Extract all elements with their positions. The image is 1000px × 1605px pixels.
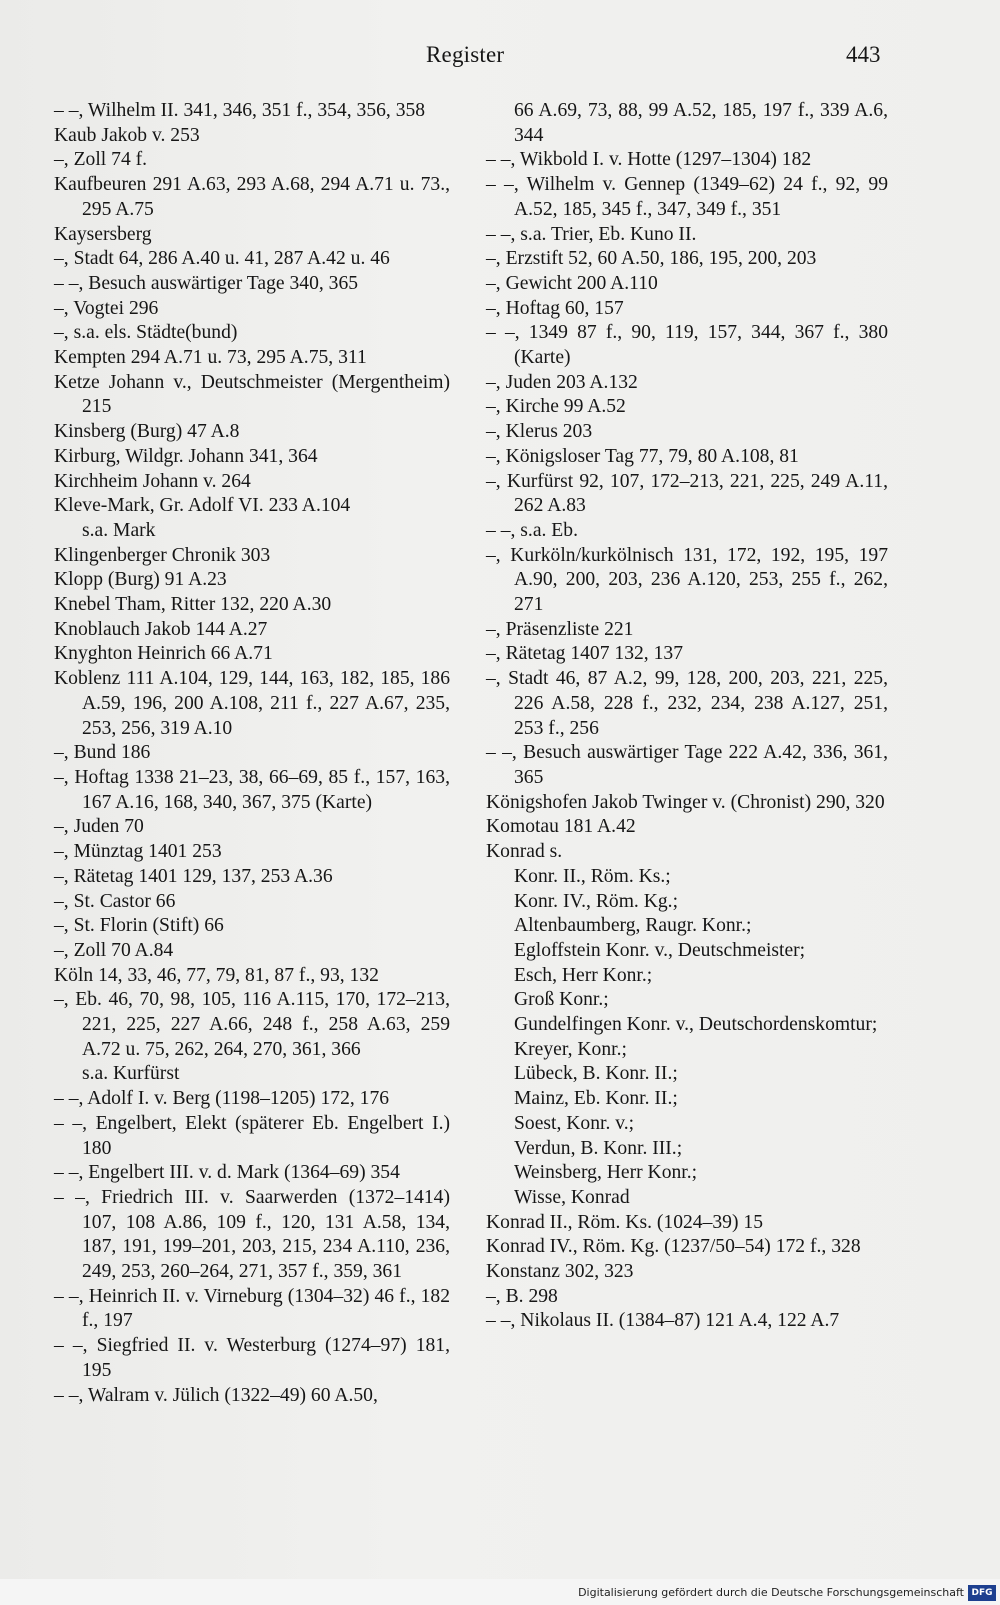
- index-entry: Knoblauch Jakob 144 A.27: [54, 618, 268, 640]
- index-entry: – –, Siegfried II. v. Westerburg (1274–97) 181, 195: [54, 1335, 450, 1381]
- index-entry: Koblenz 111 A.104, 129, 144, 163, 182, 185, 186 A.59, 196, 200 A.108, 211 f., 227 A.67, 235, 253, 256, 319 A.10: [54, 668, 450, 739]
- index-entry: – –, Friedrich III. v. Saarwerden (1372–1414) 107, 108 A.86, 109 f., 120, 131 A.58, 134, 187, 191, 199–201, 203, 215, 234 A.110, 236, 249, 253, 260–264, 271, 357 f., 359, 361: [54, 1186, 450, 1283]
- index-entry: –, Kurfürst 92, 107, 172–213, 221, 225, 249 A.11, 262 A.83: [486, 470, 888, 517]
- index-entry: Gundelfingen Konr. v., Deutschordenskomtur;: [514, 1014, 878, 1036]
- index-entry: Kirchheim Johann v. 264: [54, 470, 251, 492]
- index-entry: Groß Konr.;: [514, 989, 609, 1011]
- index-entry: Knebel Tham, Ritter 132, 220 A.30: [54, 594, 332, 616]
- index-entry: Kaysersberg: [54, 223, 152, 245]
- index-entry: – –, s.a. Eb.: [486, 519, 578, 541]
- index-entry: –, Königsloser Tag 77, 79, 80 A.108, 81: [486, 445, 799, 467]
- index-entry: –, St. Castor 66: [54, 890, 176, 912]
- index-entry: – –, s.a. Trier, Eb. Kuno II.: [486, 223, 697, 245]
- index-entry: –, Erzstift 52, 60 A.50, 186, 195, 200, 203: [486, 248, 817, 270]
- index-entry: Kreyer, Konr.;: [514, 1038, 627, 1060]
- index-entry: Kleve-Mark, Gr. Adolf VI. 233 A.104: [54, 495, 351, 517]
- index-column-left: [54, 99, 450, 1408]
- index-entry: –, Zoll 74 f.: [54, 149, 148, 171]
- index-entry: –, s.a. els. Städte(bund): [54, 322, 238, 344]
- index-entry: –, Hoftag 60, 157: [486, 297, 624, 319]
- index-entry: – –, Adolf I. v. Berg (1198–1205) 172, 176: [54, 1088, 390, 1110]
- index-entry: Altenbaumberg, Raugr. Konr.;: [514, 915, 752, 937]
- index-entry: Konrad IV., Röm. Kg. (1237/50–54) 172 f., 328: [486, 1236, 861, 1258]
- footer-bar: [0, 1579, 1000, 1605]
- index-entry: – –, Heinrich II. v. Virneburg (1304–32) 46 f., 182 f., 197: [54, 1285, 450, 1332]
- index-entry: Kempten 294 A.71 u. 73, 295 A.75, 311: [54, 347, 367, 369]
- index-entry: Konr. IV., Röm. Kg.;: [514, 890, 679, 912]
- index-entry: Egloffstein Konr. v., Deutschmeister;: [514, 939, 806, 961]
- index-entry: – –, Nikolaus II. (1384–87) 121 A.4, 122 A.7: [486, 1310, 840, 1332]
- index-entry: Weinsberg, Herr Konr.;: [514, 1162, 698, 1184]
- page-number: 443: [846, 42, 881, 67]
- index-entry: –, Eb. 46, 70, 98, 105, 116 A.115, 170, 172–213, 221, 225, 227 A.66, 248 f., 258 A.63, 259 A.72 u. 75, 262, 264, 270, 361, 366: [54, 989, 450, 1060]
- index-entry: –, St. Florin (Stift) 66: [54, 915, 224, 937]
- index-entry: –, Gewicht 200 A.110: [486, 272, 658, 294]
- index-entry: –, Vogtei 296: [54, 297, 159, 319]
- index-entry: – –, Besuch auswärtiger Tage 222 A.42, 336, 361, 365: [486, 742, 888, 788]
- index-entry: Esch, Herr Konr.;: [514, 964, 653, 986]
- index-entry: –, Kirche 99 A.52: [486, 396, 626, 418]
- index-entry: –, Juden 203 A.132: [486, 371, 638, 393]
- index-entry: –, Zoll 70 A.84: [54, 939, 174, 961]
- index-entry: 66 A.69, 73, 88, 99 A.52, 185, 197 f., 339 A.6, 344: [514, 100, 888, 146]
- index-entry: Soest, Konr. v.;: [514, 1112, 635, 1134]
- index-entry: Konrad s.: [486, 841, 563, 863]
- index-entry: Ketze Johann v., Deutschmeister (Mergentheim) 215: [54, 371, 450, 418]
- index-entry: Kinsberg (Burg) 47 A.8: [54, 421, 240, 443]
- index-entry: –, Stadt 64, 286 A.40 u. 41, 287 A.42 u. 46: [54, 248, 390, 270]
- index-entry: Klopp (Burg) 91 A.23: [54, 569, 227, 591]
- index-entry: – –, 1349 87 f., 90, 119, 157, 344, 367 f., 380 (Karte): [486, 322, 888, 369]
- index-entry: –, Bund 186: [54, 742, 151, 764]
- index-entry: Lübeck, B. Konr. II.;: [514, 1063, 678, 1085]
- index-entry: – –, Besuch auswärtiger Tage 340, 365: [54, 272, 359, 294]
- index-entry: –, Hoftag 1338 21–23, 38, 66–69, 85 f., 157, 163, 167 A.16, 168, 340, 367, 375 (Karte): [54, 766, 450, 813]
- index-column-right: [486, 99, 888, 1334]
- index-entry: –, Münztag 1401 253: [54, 841, 222, 863]
- index-entry: Kaufbeuren 291 A.63, 293 A.68, 294 A.71 u. 73., 295 A.75: [54, 174, 450, 220]
- index-entry: Komotau 181 A.42: [486, 816, 636, 838]
- index-entry: Konr. II., Röm. Ks.;: [514, 865, 671, 887]
- funding-notice: Digitalisierung gefördert durch die Deutsche Forschungsgemeinschaft: [578, 1586, 964, 1599]
- index-entry: –, Rätetag 1407 132, 137: [486, 643, 683, 665]
- index-entry: –, Klerus 203: [486, 421, 593, 443]
- index-entry: Konstanz 302, 323: [486, 1261, 634, 1283]
- index-entry: Mainz, Eb. Konr. II.;: [514, 1088, 678, 1110]
- index-entry: Königshofen Jakob Twinger v. (Chronist) 290, 320: [486, 791, 885, 813]
- index-entry: Knyghton Heinrich 66 A.71: [54, 643, 273, 665]
- index-entry: Wisse, Konrad: [514, 1186, 630, 1208]
- index-entry: – –, Wikbold I. v. Hotte (1297–1304) 182: [486, 149, 812, 171]
- index-entry: Kirburg, Wildgr. Johann 341, 364: [54, 445, 318, 467]
- index-entry: Kaub Jakob v. 253: [54, 124, 200, 146]
- index-entry: s.a. Kurfürst: [82, 1063, 180, 1085]
- index-entry: Verdun, B. Konr. III.;: [514, 1137, 683, 1159]
- index-entry: – –, Wilhelm II. 341, 346, 351 f., 354, 356, 358: [54, 100, 426, 121]
- index-entry: –, Juden 70: [54, 816, 144, 838]
- index-entry: –, B. 298: [486, 1285, 558, 1307]
- index-entry: –, Stadt 46, 87 A.2, 99, 128, 200, 203, 221, 225, 226 A.58, 228 f., 232, 234, 238 A.127, 251, 253 f., 256: [486, 668, 888, 739]
- index-entry: Klingenberger Chronik 303: [54, 544, 271, 566]
- index-entry: – –, Engelbert, Elekt (späterer Eb. Engelbert I.) 180: [54, 1112, 450, 1159]
- running-title: Register: [426, 42, 505, 67]
- index-entry: Köln 14, 33, 46, 77, 79, 81, 87 f., 93, 132: [54, 964, 379, 986]
- index-entry: Konrad II., Röm. Ks. (1024–39) 15: [486, 1211, 764, 1233]
- index-entry: s.a. Mark: [82, 519, 156, 541]
- index-entry: –, Kurköln/kurkölnisch 131, 172, 192, 195, 197 A.90, 200, 203, 236 A.120, 253, 255 f., 262, 271: [486, 544, 888, 616]
- index-entry: – –, Engelbert III. v. d. Mark (1364–69) 354: [54, 1162, 400, 1184]
- index-entry: –, Rätetag 1401 129, 137, 253 A.36: [54, 865, 333, 887]
- index-entry: –, Präsenzliste 221: [486, 618, 634, 640]
- dfg-logo-icon: DFG: [968, 1585, 996, 1601]
- index-entry: – –, Walram v. Jülich (1322–49) 60 A.50,: [54, 1384, 378, 1406]
- index-entry: – –, Wilhelm v. Gennep (1349–62) 24 f., 92, 99 A.52, 185, 345 f., 347, 349 f., 351: [486, 174, 888, 220]
